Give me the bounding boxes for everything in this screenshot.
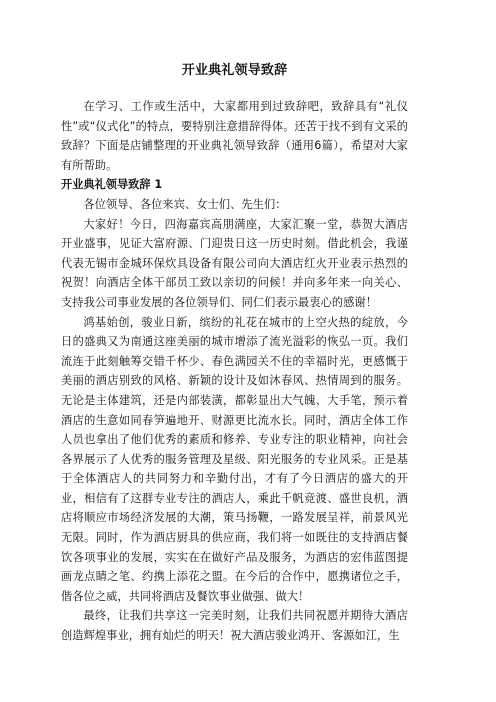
- document-title: 开业典礼领导致辞: [181, 63, 288, 78]
- salutation: 各位领导、各位来宾、女士们、先生们：: [83, 197, 287, 211]
- intro-paragraph: 在学习、工作或生活中，大家都用到过致辞吧，致辞具有“礼仪性”或“仪式化”的特点，要特别注意措辞得体。还苦于找不到有文采的致辞？下面是店铺整理的开业典礼领导致辞（通用6篇），希望对大家有所帮助。: [61, 100, 408, 172]
- section-heading: 开业典礼领导致辞 1: [61, 178, 163, 192]
- body-paragraph: 最终，让我们共享这一完美时刻，让我们共同祝愿并期待大酒店创造辉煌事业，拥有灿烂的明天！祝大酒店骏业鸿开、客源如江，生: [61, 609, 408, 643]
- body-paragraph: 大家好！今日，四海嘉宾高朋满座，大家汇聚一堂，恭贺大酒店开业盛事，见证大富府源、门迎贵日这一历史时刻。借此机会，我谨代表无锡市金城环保炊具设备有限公司向大酒店红火开业表示热烈的祝贺！向酒店全体干部员工致以亲切的问候！并向多年来一向关心、支持我公司事业发展的各位领导们、同仁们表示最衷心的感谢！: [61, 217, 408, 309]
- body-paragraph: 鸿基始创，骏业日新，缤纷的礼花在城市的上空火热的绽放，今日的盛典又为南通这座美丽的城市增添了流光溢彩的恢弘一页。我们流连于此刻触筹交错千杯少、春色满园关不住的幸福时光，更感慨于美丽的酒店别致的风格、新颖的设计及如沐春风、热情周到的服务。无论是主体建筑，还是内部装潢，都彰显出大气魄、大手笔，预示着酒店的生意如同春笋遍地开、财源更比流水长。同时，酒店全体工作人员也拿出了他们优秀的素质和修养、专业专注的职业精神，向社会各界展示了人优秀的服务管理及星级、阳光服务的专业风采。正是基于全体酒店人的共同努力和辛勤付出，才有了今日酒店的盛大的开业，相信有了这群专业专注的酒店人，乘此千帆竞渡、盛世良机，酒店将顺应市场经济发展的大潮，策马扬鞭，一路发展呈祥，前景风光无限。同时，作为酒店厨具的供应商，我们将一如既往的支持酒店餐饮各项事业的发展，实实在在做好产品及服务，为酒店的宏伟蓝图提画龙点睛之笔、约携上添花之盟。在今后的合作中，愿携诸位之手，偕各位之威，共同将酒店及餐饮事业做强、做大！: [61, 315, 408, 603]
